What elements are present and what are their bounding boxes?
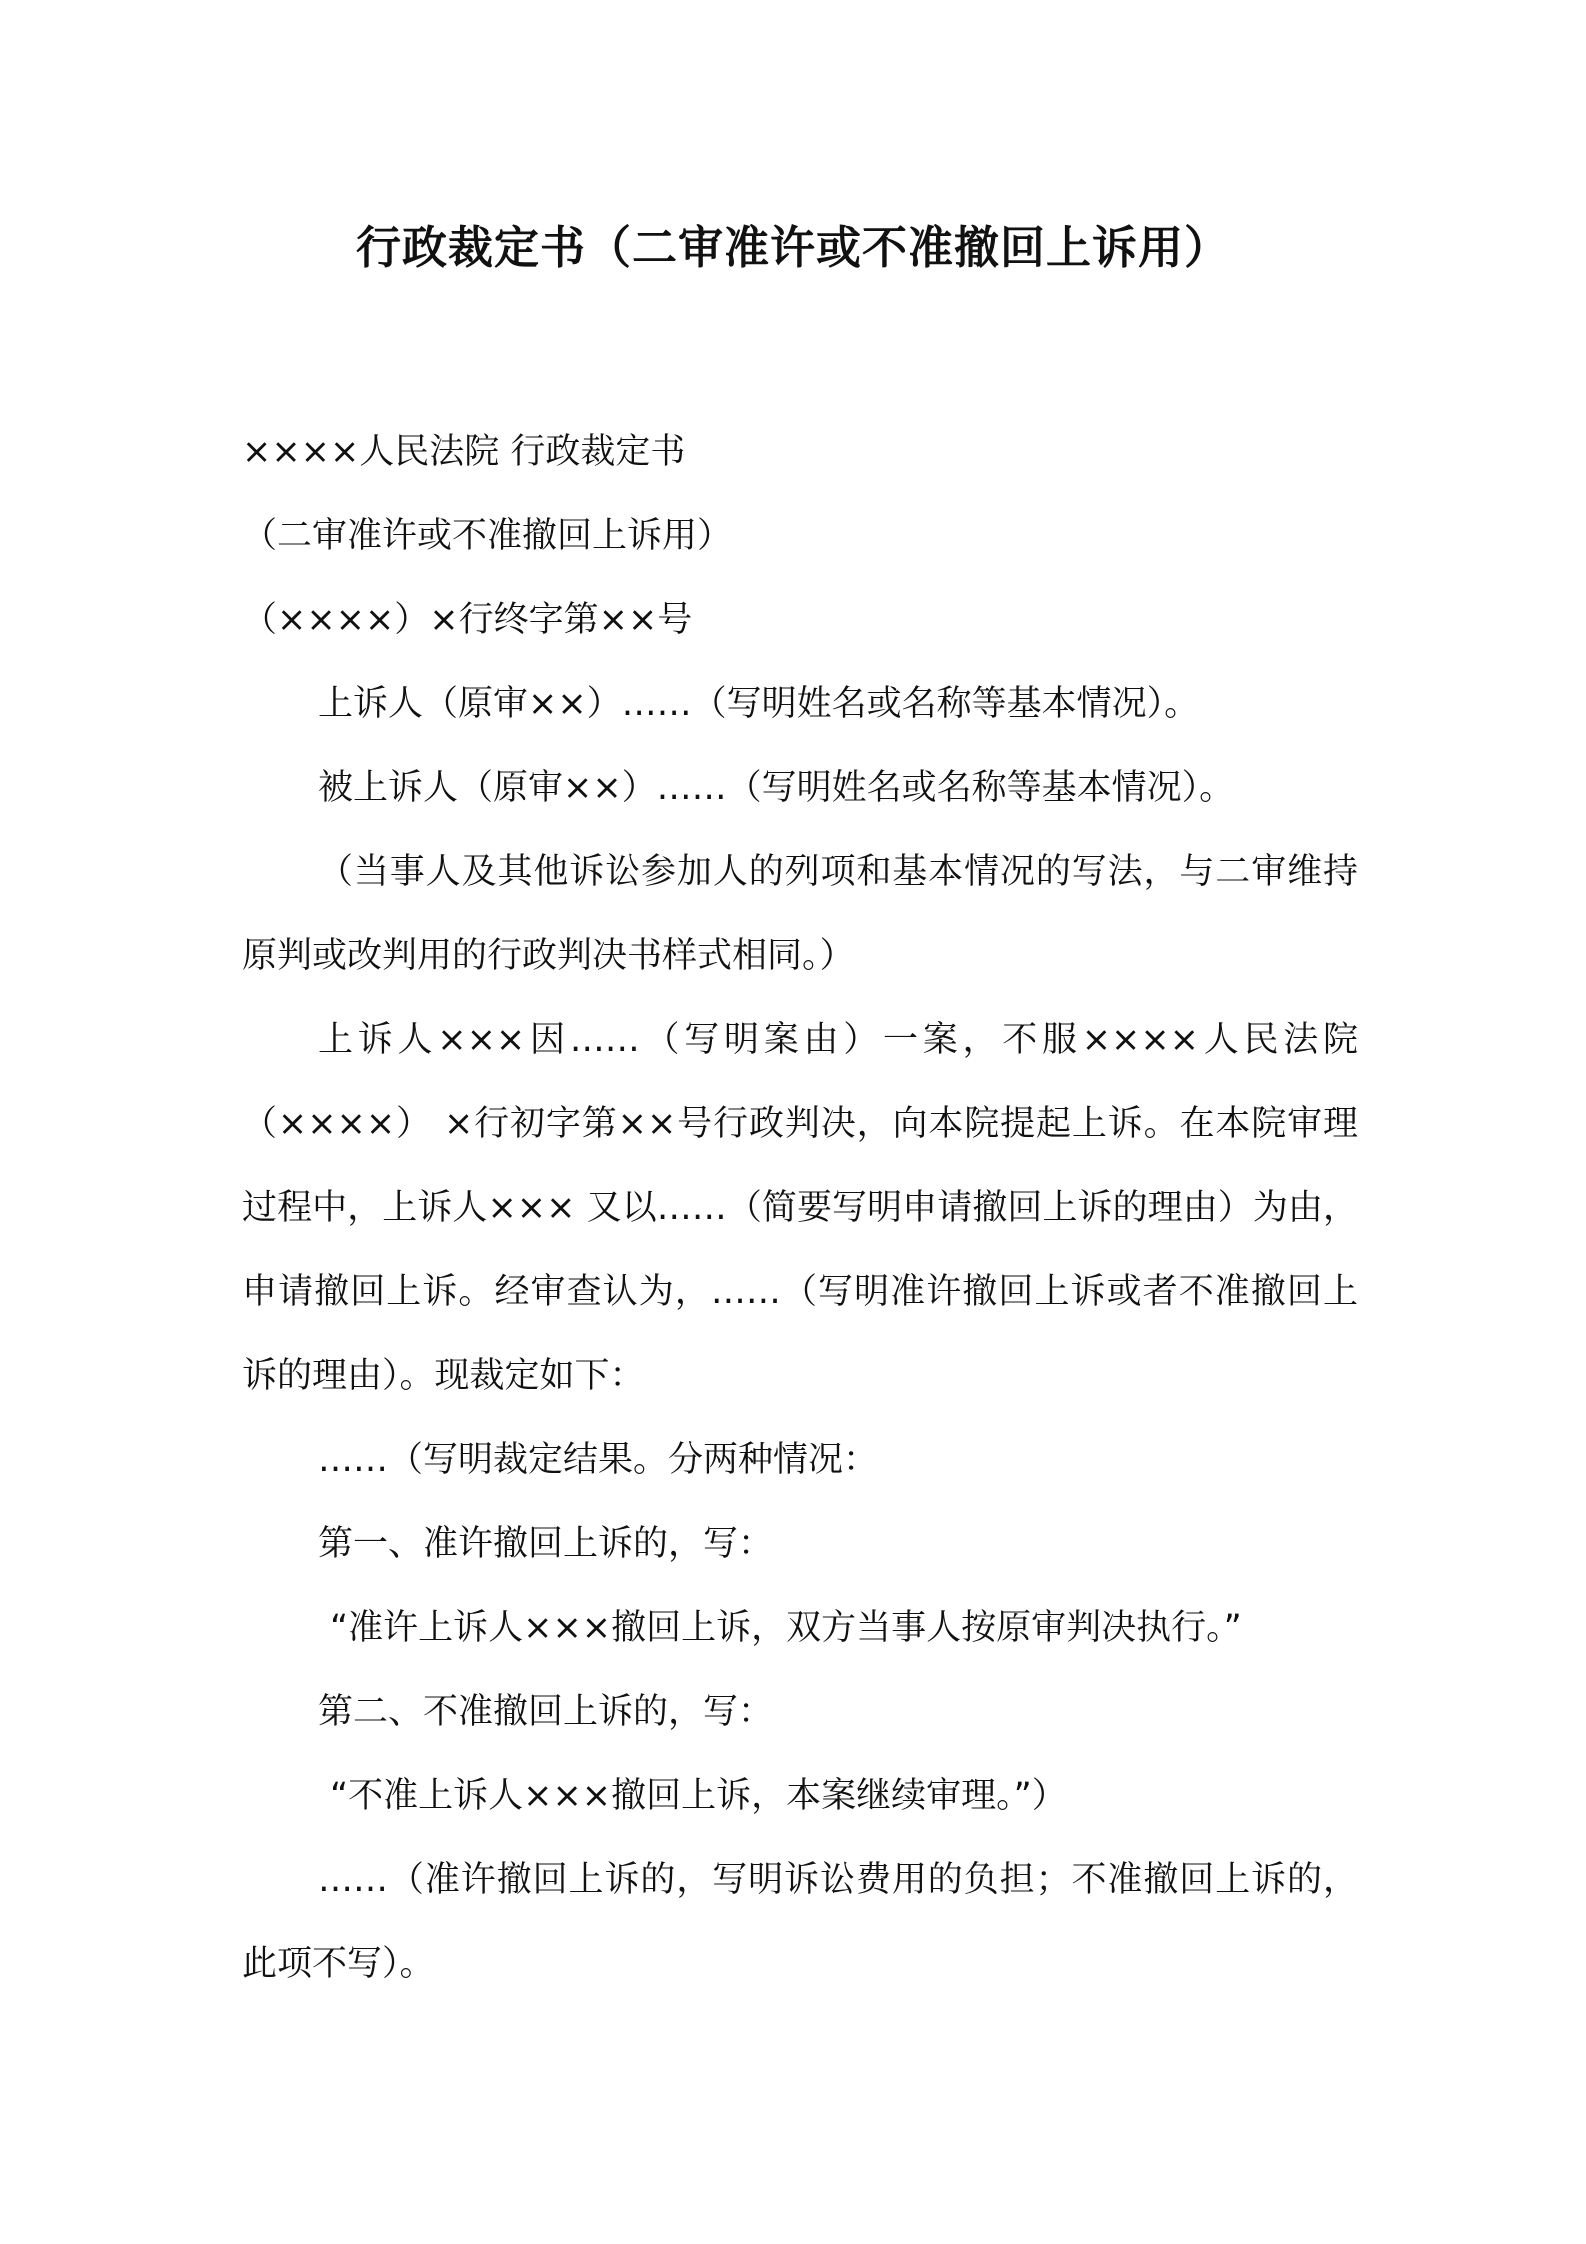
case-one-text: “准许上诉人×××撤回上诉，双方当事人按原审判决执行。” — [330, 1608, 1242, 1648]
ruling-intro: ……（写明裁定结果。分两种情况： — [318, 1440, 879, 1480]
appellant-line: 上诉人（原审××）……（写明姓名或名称等基本情况）。 — [318, 684, 1200, 724]
costs-paragraph: ……（准许撤回上诉的，写明诉讼费用的负担；不准撤回上诉的，此项不写）。 — [242, 1860, 1358, 1984]
document-body — [242, 410, 1358, 2006]
court-line: ××××人民法院 行政裁定书 — [242, 432, 686, 472]
appellee-line: 被上诉人（原审××）……（写明姓名或名称等基本情况）。 — [318, 768, 1235, 808]
case-two-label: 第二、不准撤回上诉的，写： — [318, 1692, 774, 1732]
case-one-label: 第一、准许撤回上诉的，写： — [318, 1524, 774, 1564]
facts-paragraph: 上诉人×××因……（写明案由）一案，不服××××人民法院（××××） ×行初字第××号行政判决，向本院提起上诉。在本院审理过程中，上诉人××× 又以……（简要写明申请撤回上诉的理由）为由，申请撤回上诉。经审查认为，……（写明准许撤回上诉或者不准撤回上诉的理由）。现裁定如下： — [242, 1020, 1358, 1396]
case-two-text: “不准上诉人×××撤回上诉，本案继续审理。”） — [330, 1776, 1067, 1816]
case-number: （××××）×行终字第××号 — [242, 600, 693, 640]
document-title: 行政裁定书（二审准许或不准撤回上诉用） — [355, 221, 1230, 274]
parties-note: （当事人及其他诉讼参加人的列项和基本情况的写法，与二审维持原判或改判用的行政判决书样式相同。） — [242, 852, 1358, 976]
subtitle-line: （二审准许或不准撤回上诉用） — [242, 516, 733, 556]
